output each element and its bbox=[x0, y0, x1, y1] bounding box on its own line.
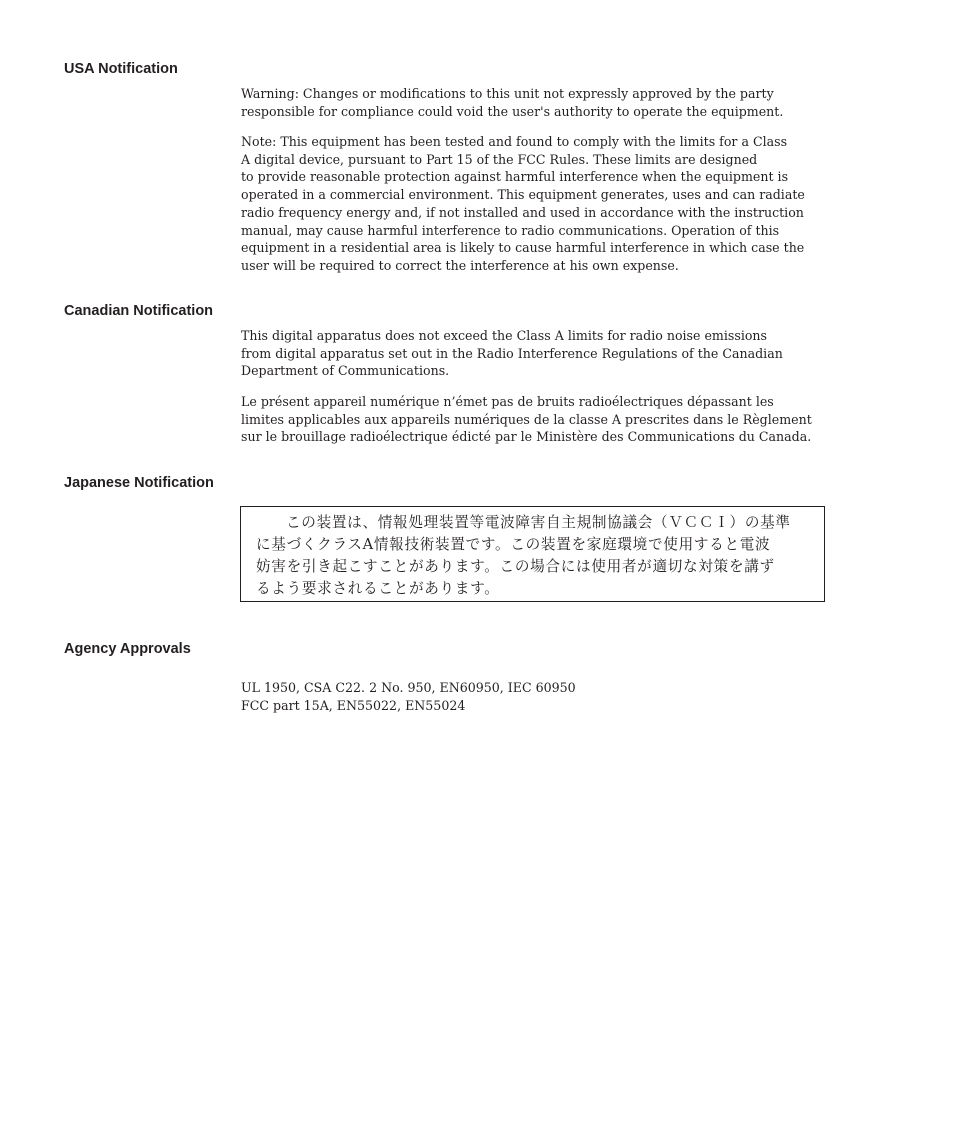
text-line: この装置は、情報処理装置等電波障害自主規制協議会（ＶＣＣＩ）の基準 bbox=[286, 514, 791, 531]
agency-approvals-heading: Agency Approvals bbox=[64, 641, 191, 657]
text-line: from digital apparatus set out in the Radio Interference Regulations of the Canadian bbox=[241, 345, 783, 361]
usa-warning-paragraph bbox=[241, 85, 841, 120]
text-line: A digital device, pursuant to Part 15 of the FCC Rules. These limits are designed bbox=[241, 151, 758, 167]
canadian-french-paragraph bbox=[241, 393, 841, 446]
vcci-notice-text bbox=[256, 512, 791, 600]
text-line: to provide reasonable protection against harmful interference when the equipment is bbox=[241, 169, 789, 185]
text-line: FCC part 15A, EN55022, EN55024 bbox=[241, 697, 466, 713]
canadian-notification-heading: Canadian Notification bbox=[64, 303, 214, 319]
text-line: Department of Communications. bbox=[241, 363, 450, 379]
text-line: user will be required to correct the interference at his own expense. bbox=[241, 257, 679, 273]
text-line: This digital apparatus does not exceed the Class A limits for radio noise emissions bbox=[241, 328, 768, 343]
text-line: radio frequency energy and, if not installed and used in accordance with the instruction bbox=[241, 204, 804, 220]
canadian-english-paragraph bbox=[241, 327, 841, 380]
text-line: responsible for compliance could void the user's authority to operate the equipment. bbox=[241, 103, 784, 119]
text-line: Warning: Changes or modifications to this unit not expressly approved by the party bbox=[241, 86, 774, 101]
text-line: に基づくクラスA情報技術装置です。この装置を家庭環境で使用すると電波 bbox=[256, 536, 771, 553]
text-line: limites applicables aux appareils numériques de la classe A prescrites dans le Règlement bbox=[241, 411, 812, 427]
text-line: manual, may cause harmful interference to radio communications. Operation of this bbox=[241, 222, 780, 238]
japanese-notification-heading: Japanese Notification bbox=[64, 475, 214, 491]
usa-notification-heading: USA Notification bbox=[64, 61, 178, 77]
text-line: operated in a commercial environment. This equipment generates, uses and can radiate bbox=[241, 187, 805, 203]
text-line: Note: This equipment has been tested and found to comply with the limits for a Class bbox=[241, 134, 788, 149]
text-line: sur le brouillage radioélectrique édicté par le Ministère des Communications du Canada. bbox=[241, 429, 812, 445]
text-line: Le présent appareil numérique n’émet pas de bruits radioélectriques dépassant les bbox=[241, 394, 774, 409]
text-line: UL 1950, CSA C22. 2 No. 950, EN60950, IEC 60950 bbox=[241, 680, 576, 695]
text-line: 妨害を引き起こすことがあります。この場合には使用者が適切な対策を講ず bbox=[256, 558, 775, 575]
vcci-notice-box bbox=[240, 506, 825, 602]
text-line: equipment in a residential area is likely to cause harmful interference in which case the bbox=[241, 240, 805, 256]
agency-approvals-list bbox=[241, 679, 841, 714]
usa-note-paragraph bbox=[241, 133, 841, 275]
text-line: るよう要求されることがあります。 bbox=[256, 580, 500, 597]
